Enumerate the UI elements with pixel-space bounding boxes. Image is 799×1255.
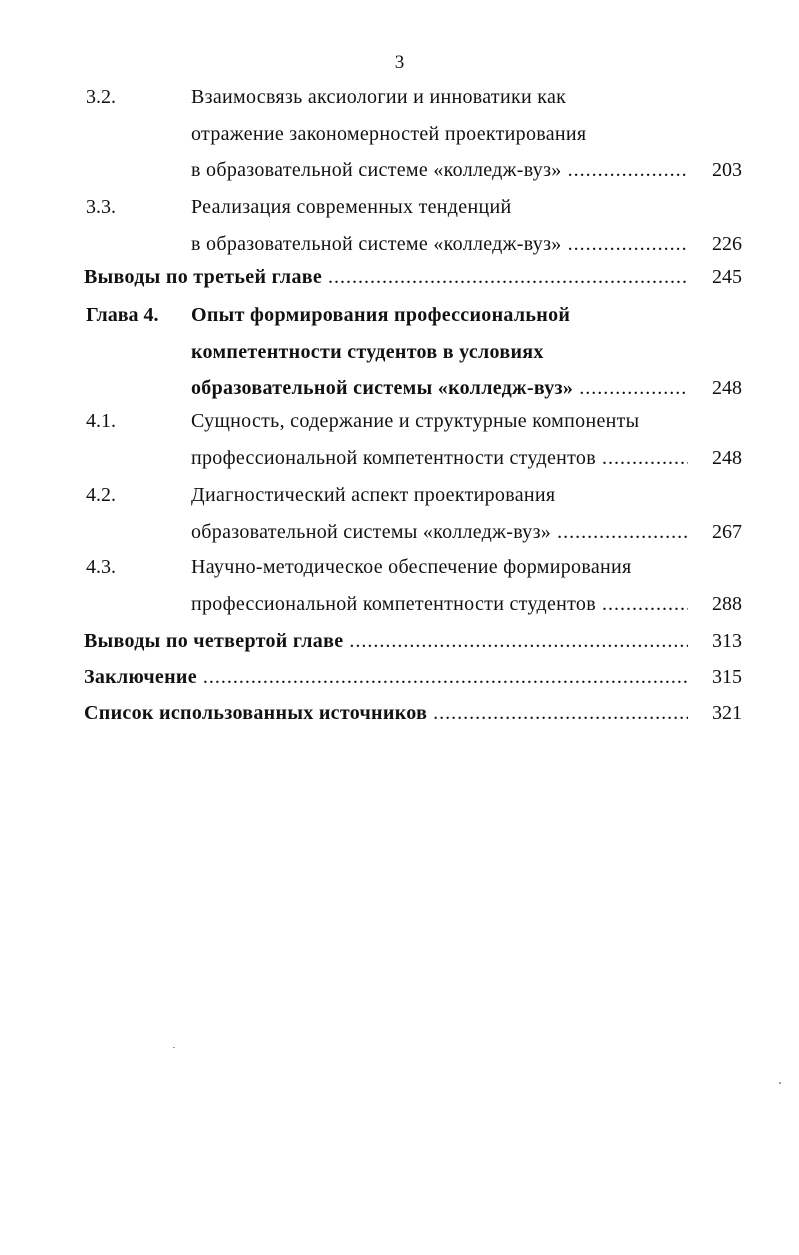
toc-entry-title-line: Сущность, содержание и структурные компоненты	[191, 410, 640, 432]
toc-entry-number: 4.3.	[86, 556, 116, 578]
toc-entry-number: 4.1.	[86, 410, 116, 432]
toc-entry-title-text: образовательной системы «колледж-вуз»	[191, 520, 552, 543]
toc-entry-title-line: Научно-методическое обеспечение формирования	[191, 556, 632, 578]
toc-entry-page: 315	[712, 666, 742, 688]
toc-entry-title-line[interactable]	[191, 377, 692, 400]
toc-entry-title-line[interactable]	[84, 630, 692, 653]
toc-leader-dots	[568, 159, 688, 182]
toc-entry-title-line[interactable]	[84, 702, 692, 725]
toc-entry-title-line: отражение закономерностей проектирования	[191, 122, 587, 145]
toc-entry-number: Глава 4.	[86, 304, 159, 326]
toc-entry-title-line[interactable]	[191, 159, 692, 182]
scan-speck	[173, 1047, 175, 1048]
toc-leader-dots	[602, 593, 688, 616]
toc-entry-number: 4.2.	[86, 484, 116, 506]
toc-entry-number: 3.2.	[86, 86, 116, 108]
toc-entry-title-text: в образовательной системе «колледж-вуз»	[191, 159, 562, 181]
toc-leader-dots	[602, 447, 688, 470]
toc-leader-dots	[203, 666, 688, 689]
toc-entry-title-text: образовательной системы «колледж-вуз»	[191, 377, 574, 399]
toc-entry-number: 3.3.	[86, 196, 116, 218]
toc-entry-title-line[interactable]	[191, 233, 692, 256]
toc-entry-page: 226	[712, 232, 742, 255]
toc-entry-title-line: компетентности студентов в условиях	[191, 340, 544, 363]
toc-entry-page: 248	[712, 446, 742, 469]
toc-leader-dots	[328, 266, 688, 289]
toc-entry-page: 267	[712, 520, 742, 543]
toc-entry-title-line: Диагностический аспект проектирования	[191, 484, 556, 506]
toc-entry-title-line[interactable]	[84, 266, 692, 289]
toc-entry-page: 248	[712, 377, 742, 399]
toc-leader-dots	[568, 233, 688, 256]
toc-entry-title-line: Взаимосвязь аксиологии и инноватики как	[191, 86, 567, 108]
toc-leader-dots	[557, 521, 688, 544]
toc-entry-title-text: Выводы по третьей главе	[84, 266, 323, 288]
toc-leader-dots	[349, 630, 688, 653]
toc-entry-page: 245	[712, 266, 742, 288]
scan-speck	[779, 1082, 781, 1084]
toc-entry-title-line[interactable]	[84, 666, 692, 689]
toc-entry-title-text: Список использованных источников	[84, 702, 428, 724]
toc-entry-title-text: профессиональной компетентности студентов	[191, 446, 596, 469]
toc-entry-page: 321	[712, 702, 742, 724]
toc-entry-page: 313	[712, 630, 742, 652]
toc-entry-page: 288	[712, 592, 742, 615]
toc-entry-title-text: Выводы по четвертой главе	[84, 630, 344, 652]
page-number: 3	[394, 52, 405, 73]
toc-entry-title-text: профессиональной компетентности студентов	[191, 592, 596, 615]
toc-leader-dots	[579, 377, 688, 400]
toc-entry-title-line: Опыт формирования профессиональной	[191, 304, 571, 326]
toc-entry-title-line[interactable]	[191, 521, 692, 544]
toc-entry-title-text: Заключение	[84, 666, 197, 688]
toc-entry-title-line[interactable]	[191, 447, 692, 470]
toc-entry-page: 203	[712, 159, 742, 181]
toc-leader-dots	[433, 702, 688, 725]
toc-entry-title-line[interactable]	[191, 593, 692, 616]
toc-entry-title-text: в образовательной системе «колледж-вуз»	[191, 232, 562, 255]
toc-entry-title-line: Реализация современных тенденций	[191, 196, 512, 218]
